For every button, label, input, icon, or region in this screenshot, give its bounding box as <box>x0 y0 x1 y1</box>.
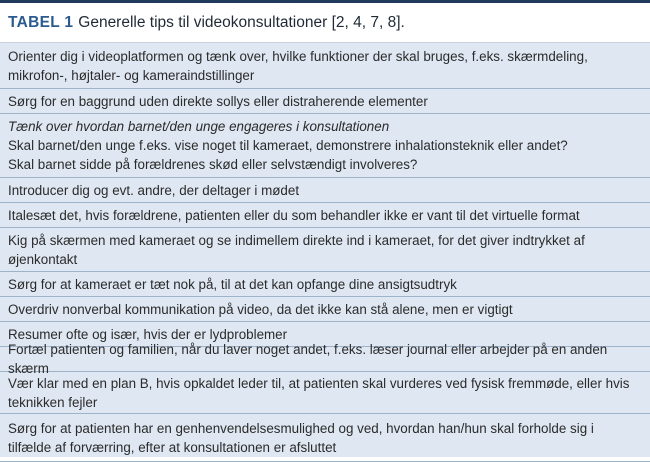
table-row <box>0 372 650 414</box>
table-row <box>0 203 650 228</box>
row-text: mikrofon-, højtaler- og kameraindstillinger <box>8 67 255 83</box>
table-row <box>0 114 650 178</box>
row-text: Overdriv nonverbal kommunikation på video, da det ikke kan stå alene, men er vigtigt <box>8 301 513 317</box>
table-row <box>0 43 650 89</box>
table-caption <box>8 13 405 33</box>
row-text: Kig på skærmen med kameraet og se indimellem direkte ind i kameraet, for det giver indtrykket af <box>8 232 585 248</box>
row-text: Sørg for at kameraet er tæt nok på, til at det kan opfange dine ansigtsudtryk <box>8 276 457 292</box>
table-row <box>0 297 650 322</box>
table-row <box>0 342 650 376</box>
row-text: øjenkontakt <box>8 251 78 267</box>
table-label: TABEL 1 <box>8 14 74 31</box>
row-text: Vær klar med en plan B, hvis opkaldet leder til, at patienten skal vurderes ved fysisk fremmøde, eller hvis <box>8 375 630 391</box>
row-text: Fortæl patienten og familien, når du laver noget andet, f.eks. læser journal eller arbejder på en anden skærm <box>8 342 608 376</box>
row-text: Skal barnet/den unge f.eks. vise noget til kameraet, demonstrere inhalationsteknik eller andet? <box>8 138 568 153</box>
row-text: tilfælde af forværring, efter at konsultationen er afsluttet <box>8 439 337 455</box>
table-title: Generelle tips til videokonsultationer [2, 4, 7, 8]. <box>78 14 405 31</box>
row-text: Sørg for at patienten har en genhenvendelsesmulighed og ved, hvordan han/hun skal forholde sig i <box>8 420 594 436</box>
row-heading: Tænk over hvordan barnet/den unge engageres i konsultationen <box>8 119 390 134</box>
table-row <box>0 272 650 297</box>
table-row <box>0 228 650 272</box>
top-rule <box>0 0 650 3</box>
row-text: Skal barnet sidde på forældrenes skød eller selvstændigt involveres? <box>8 157 418 172</box>
row-text: Sørg for en baggrund uden direkte sollys eller distraherende elementer <box>8 93 428 109</box>
table-row <box>0 89 650 114</box>
table-row <box>0 178 650 203</box>
row-text: Orienter dig i videoplatformen og tænk over, hvilke funktioner der skal bruges, f.eks. skærmdeling, <box>8 48 588 64</box>
row-text: Resumer ofte og især, hvis der er lydproblemer <box>8 326 288 342</box>
row-text: Introducer dig og evt. andre, der deltager i mødet <box>8 182 300 198</box>
row-text: Italesæt det, hvis forældrene, patienten eller du som behandler ikke er vant til det virtuelle format <box>8 207 580 223</box>
row-text: teknikken fejler <box>8 394 98 410</box>
table-row <box>0 414 650 462</box>
tips-table <box>0 42 650 457</box>
